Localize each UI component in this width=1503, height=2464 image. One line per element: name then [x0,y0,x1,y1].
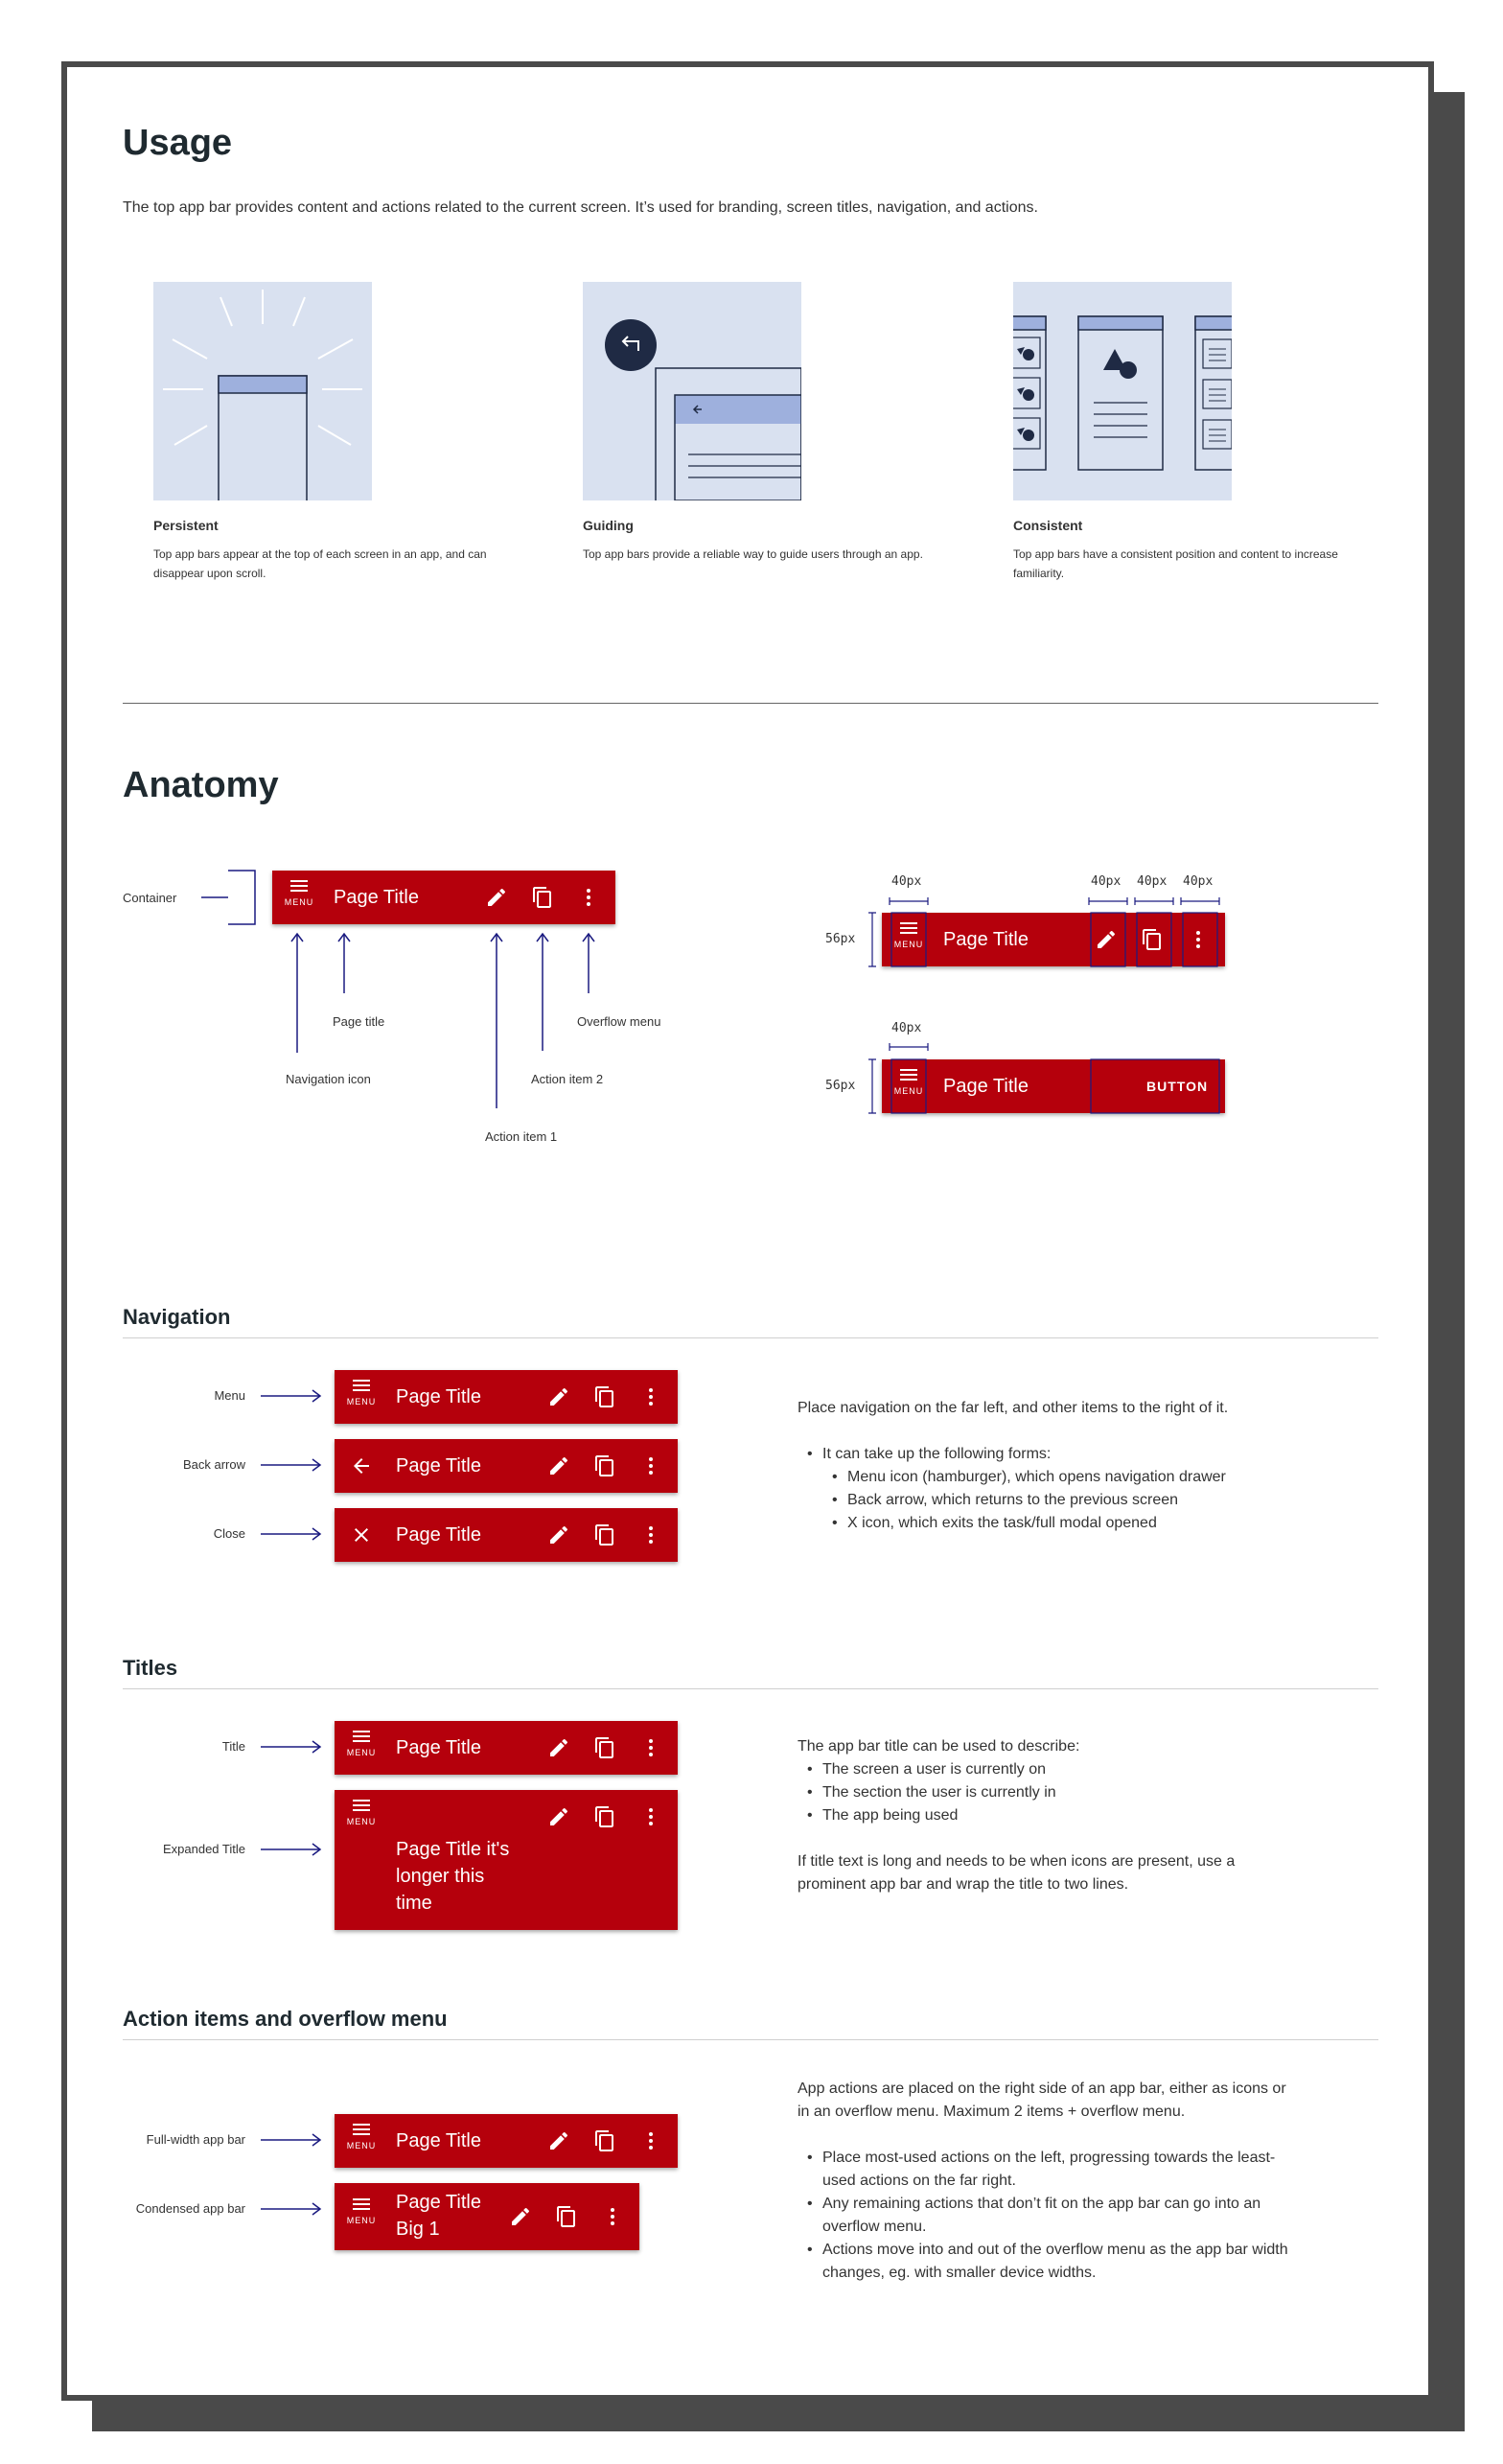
text-button[interactable]: BUTTON [1146,1079,1209,1094]
label-action-item-1: Action item 1 [485,1129,558,1144]
nav-app-bar-close [335,1508,678,1562]
label-overflow-menu: Overflow menu [577,1014,661,1029]
measure-40px-action1: 40px [1091,874,1121,889]
hamburger-icon [353,2124,370,2135]
titles-bullets [798,1758,1373,1827]
titles-bullet: • The screen a user is currently on [798,1758,1373,1781]
copy-icon[interactable] [593,1385,616,1408]
label-navigation-icon: Navigation icon [286,1072,371,1086]
menu-button[interactable] [344,2198,379,2225]
navigation-sub-bullet: • Menu icon (hamburger), which opens navigation drawer [798,1466,1373,1489]
actions-bullet [798,2239,1411,2285]
anatomy-heading: Anatomy [123,765,279,805]
overflow-menu-icon[interactable] [639,1736,662,1759]
usage-heading: Usage [123,123,233,163]
edit-icon[interactable] [547,1523,570,1546]
anatomy-annotations [115,853,709,1160]
hamburger-icon [353,1731,370,1742]
edit-icon[interactable] [547,1736,570,1759]
actions-bullet [798,2193,1411,2239]
label-full-width-app-bar: Full-width app bar [146,2132,245,2147]
navigation-arrows [259,1381,326,1544]
copy-icon[interactable] [593,1454,616,1477]
page-title: Page Title [396,1524,481,1546]
guiding-desc: Top app bars provide a reliable way to guide users through an app. [583,547,923,561]
measure-40px-nav-2: 40px [891,1021,922,1035]
expanded-title-line: time [396,1893,432,1914]
page-title: Page Title [943,929,1029,950]
label-action-item-2: Action item 2 [531,1072,604,1086]
label-condensed-app-bar: Condensed app bar [135,2201,245,2216]
spec-measure-lines-1 [844,882,1246,978]
consistent-title: Consistent [1013,518,1083,533]
menu-label: MENU [346,1817,377,1826]
actions-bullet-line: changes, eg. with smaller device widths. [822,2265,1097,2281]
actions-bullet-line: used actions on the far right. [822,2173,1016,2189]
copy-icon[interactable] [593,1736,616,1759]
full-width-app-bar [335,2114,678,2168]
label-expanded-title: Expanded Title [162,1842,245,1856]
actions-desc-line: in an overflow menu. Maximum 2 items + overflow menu. [798,2104,1186,2120]
menu-button[interactable] [344,1731,379,1757]
expanded-title-app-bar [335,1790,678,1930]
menu-label: MENU [284,897,314,907]
page-title: Page Title [396,1737,481,1758]
actions-bullets [798,2147,1411,2285]
navigation-desc: Place navigation on the far left, and other items to the right of it. [798,1400,1229,1416]
navigation-sub-bullet: • X icon, which exits the task/full modal opened [798,1512,1373,1535]
label-back-arrow: Back arrow [182,1457,245,1472]
copy-icon[interactable] [593,1805,616,1828]
menu-label: MENU [346,1397,377,1406]
hamburger-icon [353,1800,370,1811]
menu-label: MENU [893,940,924,949]
page-title: Page Title [396,2130,481,2151]
actions-heading: Action items and overflow menu [123,2007,448,2031]
title-app-bar [335,1721,678,1775]
label-container: Container [123,891,177,905]
overflow-menu-icon[interactable] [639,1385,662,1408]
spec-measure-lines-2 [844,1028,1246,1124]
page-title: Page Title [396,1455,481,1476]
navigation-divider [123,1337,1378,1338]
actions-bullet-line: Any remaining actions that don’t fit on the app bar can go into an [822,2196,1261,2212]
titles-heading: Titles [123,1656,178,1680]
titles-bullet: • The section the user is currently in [798,1781,1373,1804]
label-title: Title [221,1739,245,1754]
actions-bullet-line: Place most-used actions on the left, progressing towards the least- [822,2150,1276,2166]
consistent-desc: Top app bars have a consistent position and content to increase familiarity. [1013,547,1338,580]
overflow-menu-icon[interactable] [601,2205,624,2228]
navigation-heading: Navigation [123,1305,231,1329]
overflow-menu-icon[interactable] [639,1454,662,1477]
hamburger-icon [353,1380,370,1391]
measure-56px-2: 56px [825,1079,856,1093]
label-menu: Menu [214,1388,245,1403]
guiding-illustration [583,282,801,500]
titles-divider [123,1688,1378,1689]
guiding-title: Guiding [583,518,634,533]
navigation-sub-bullet: • Back arrow, which returns to the previous screen [798,1489,1373,1512]
actions-divider [123,2039,1378,2040]
measure-40px-overflow: 40px [1183,874,1214,889]
hamburger-icon [353,2198,370,2210]
actions-bullet-line: Actions move into and out of the overflow menu as the app bar width [822,2242,1288,2258]
menu-label: MENU [346,1748,377,1757]
section-divider [123,703,1378,704]
copy-icon[interactable] [593,1523,616,1546]
navigation-bullets [798,1443,1373,1535]
condensed-title-line: Page Title [396,2192,481,2213]
back-arrow-icon[interactable] [350,1454,373,1477]
overflow-menu-icon[interactable] [639,2129,662,2152]
menu-label: MENU [346,2141,377,2150]
actions-desc-line: App actions are placed on the right side of an app bar, either as icons or [798,2080,1286,2097]
titles-desc2-line: prominent app bar and wrap the title to two lines. [798,1876,1129,1893]
overflow-menu-icon[interactable] [639,1523,662,1546]
edit-icon[interactable] [547,1805,570,1828]
nav-app-bar-back [335,1439,678,1493]
menu-button[interactable] [344,1380,379,1406]
measure-40px-nav: 40px [891,874,922,889]
persistent-illustration [153,282,372,500]
titles-arrows [259,1732,326,1866]
edit-icon[interactable] [547,1385,570,1408]
label-close: Close [213,1526,245,1541]
titles-desc2-line: If title text is long and needs to be when icons are present, use a [798,1853,1236,1870]
expanded-title-line: Page Title it's [396,1839,510,1860]
menu-button[interactable] [344,1800,379,1826]
label-page-title: Page title [333,1014,385,1029]
actions-bullet-line: overflow menu. [822,2219,927,2235]
titles-bullet: • The app being used [798,1804,1373,1827]
expanded-title-line: longer this [396,1866,485,1887]
titles-desc: The app bar title can be used to describe: [798,1738,1080,1755]
measure-40px-action2: 40px [1137,874,1168,889]
copy-icon[interactable] [593,2129,616,2152]
copy-icon[interactable] [555,2205,578,2228]
condensed-app-bar [335,2183,639,2250]
edit-icon[interactable] [547,1454,570,1477]
condensed-title-line: Big 1 [396,2219,440,2240]
page-title: Page Title [943,1076,1029,1097]
usage-intro: The top app bar provides content and actions related to the current screen. It’s used for branding, screen titles, navigation, and actions. [123,199,1038,216]
overflow-menu-icon[interactable] [639,1805,662,1828]
close-icon[interactable] [350,1523,373,1546]
persistent-title: Persistent [153,518,219,533]
persistent-desc: Top app bars appear at the top of each screen in an app, and can disappear upon scroll. [153,547,487,580]
page-title: Page Title [396,1386,481,1407]
actions-bullet [798,2147,1411,2193]
menu-button[interactable] [344,2124,379,2150]
navigation-bullet: • It can take up the following forms: [798,1443,1373,1466]
edit-icon[interactable] [547,2129,570,2152]
nav-app-bar-menu [335,1370,678,1424]
consistent-illustration [1013,282,1232,500]
edit-icon[interactable] [509,2205,532,2228]
menu-label: MENU [346,2216,377,2225]
menu-label: MENU [893,1086,924,1096]
page-title: Page Title [334,887,419,908]
actions-arrows [259,2125,326,2220]
measure-56px-1: 56px [825,932,856,946]
